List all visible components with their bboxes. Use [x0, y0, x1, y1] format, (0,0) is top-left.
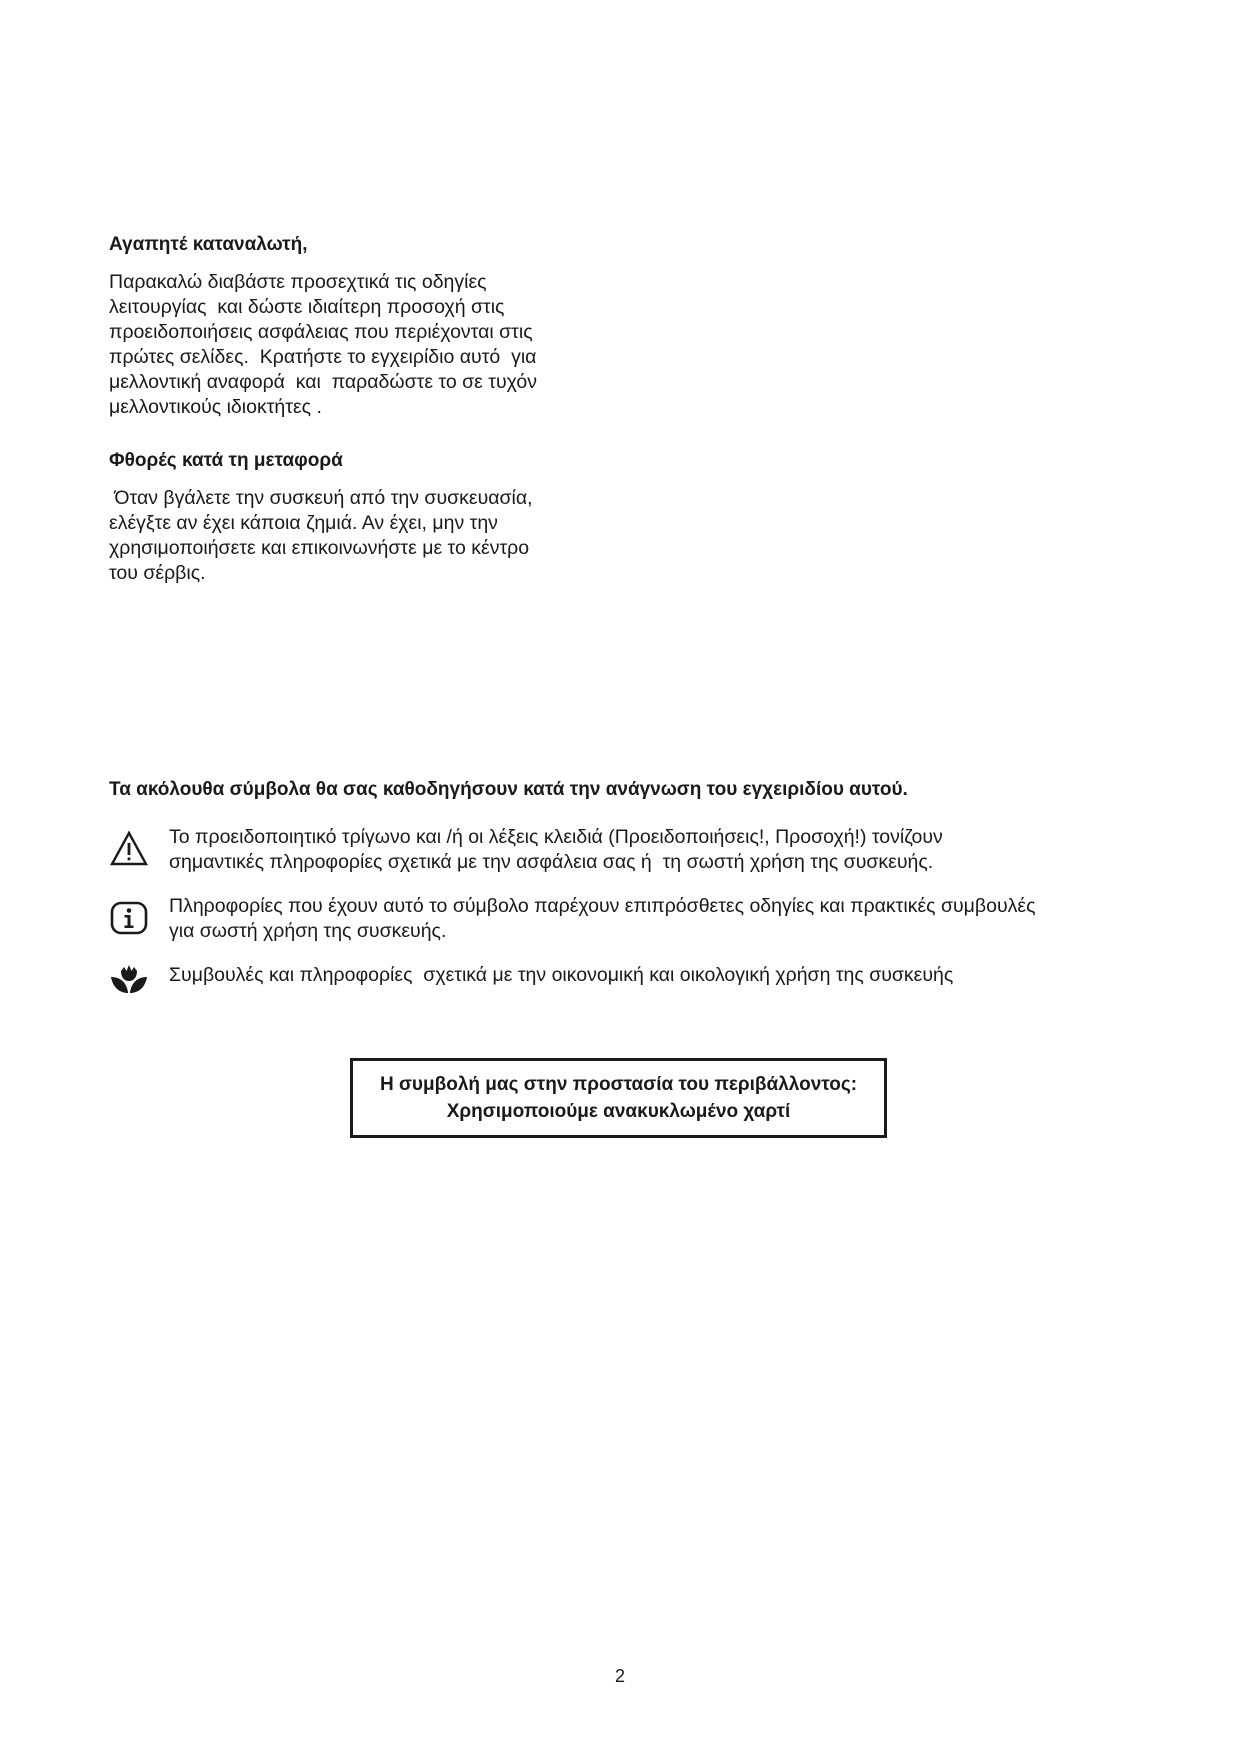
symbol-row-warning	[109, 825, 1149, 875]
symbol-row-eco	[109, 963, 1149, 988]
greeting-heading: Αγαπητέ καταναλωτή,	[109, 234, 308, 255]
text-line: μελλοντική αναφορά και παραδώστε το σε τυχόν	[109, 371, 537, 393]
text-line: ελέγξτε αν έχει κάποια ζημιά. Αν έχει, μην την	[109, 512, 498, 534]
text-line: σημαντικές πληροφορίες σχετικά με την ασφάλεια σας ή τη σωστή χρήση της συσκευής.	[169, 851, 934, 873]
symbol-text-info	[169, 894, 1149, 944]
symbols-legend	[109, 777, 1149, 1007]
transport-heading: Φθορές κατά τη μεταφορά	[109, 450, 343, 471]
text-line: προειδοποιήσεις ασφάλειας που περιέχονται στις	[109, 321, 533, 343]
symbols-title: Τα ακόλουθα σύμβολα θα σας καθοδηγήσουν κατά την ανάγνωση του εγχειριδίου αυτού.	[109, 779, 908, 800]
info-icon	[109, 898, 149, 938]
text-line: Συμβουλές και πληροφορίες σχετικά με την οικονομική και οικολογική χρήση της συσκευής	[169, 964, 954, 986]
transport-text	[109, 486, 609, 586]
eco-flower-icon	[109, 959, 149, 999]
environment-notice-line1: Η συμβολή μας στην προστασία του περιβάλλοντος:	[379, 1074, 858, 1095]
text-line: για σωστή χρήση της συσκευής.	[169, 920, 447, 942]
text-line: Παρακαλώ διαβάστε προσεχτικά τις οδηγίες	[109, 271, 487, 293]
text-line: του σέρβις.	[109, 562, 206, 584]
warning-triangle-icon	[109, 829, 149, 869]
text-line: Όταν βγάλετε την συσκευή από την συσκευασία,	[109, 487, 533, 509]
symbol-row-info	[109, 894, 1149, 944]
intro-section	[109, 232, 609, 614]
text-line: πρώτες σελίδες. Κρατήστε το εγχειρίδιο αυτό για	[109, 346, 537, 368]
page-number: 2	[614, 1666, 625, 1686]
text-line: μελλοντικούς ιδιοκτήτες .	[109, 396, 322, 418]
text-line: λειτουργίας και δώστε ιδιαίτερη προσοχή στις	[109, 296, 505, 318]
symbol-text-warning	[169, 825, 1149, 875]
environment-notice-line2: Χρησιμοποιούμε ανακυκλωμένο χαρτί	[446, 1101, 791, 1122]
symbol-text-eco	[169, 963, 1149, 988]
text-line: χρησιμοποιήσετε και επικοινωνήστε με το κέντρο	[109, 537, 530, 559]
text-line: Το προειδοποιητικό τρίγωνο και /ή οι λέξεις κλειδιά (Προειδοποιήσεις!, Προσοχή!) τονίζουν	[169, 826, 943, 848]
environment-notice-box	[350, 1058, 887, 1138]
text-line: Πληροφορίες που έχουν αυτό το σύμβολο παρέχουν επιπρόσθετες οδηγίες και πρακτικές συμβουλές	[169, 895, 1036, 917]
greeting-text	[109, 270, 609, 420]
